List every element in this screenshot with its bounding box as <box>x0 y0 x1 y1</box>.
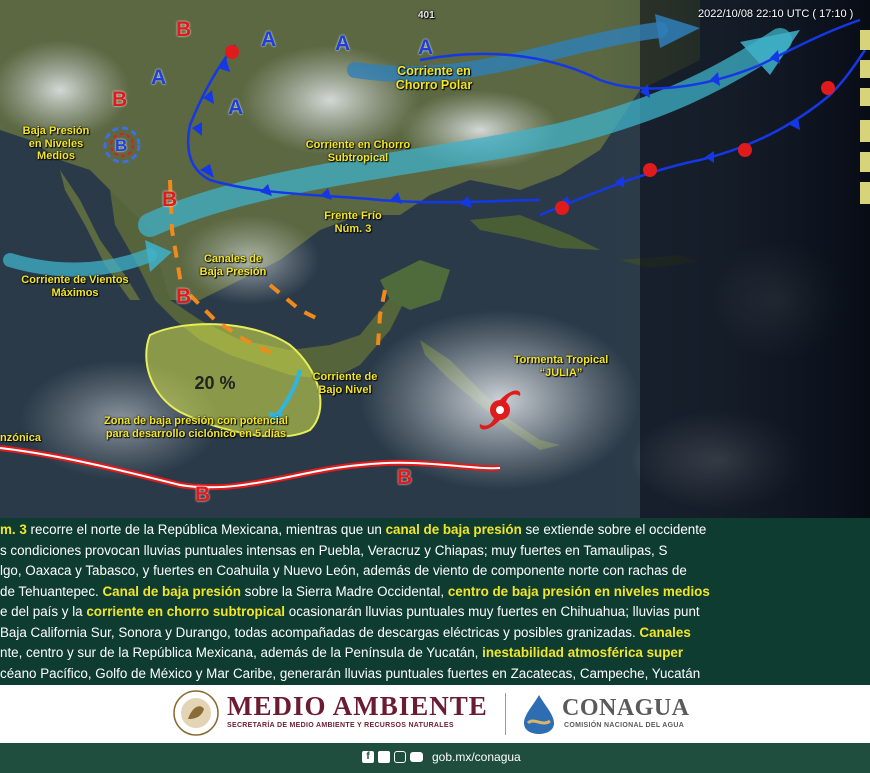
bulletin-line <box>0 541 870 562</box>
timestamp: 2022/10/08 22:10 UTC ( 17:10 ) <box>698 8 854 20</box>
mexico-seal-icon <box>172 689 220 737</box>
label-trough-channels: Canales de Baja Presión <box>199 253 267 278</box>
bulletin-segment: céano Pacífico, Golfo de México y Mar Caribe, generarán lluvias puntuales fuertes en Zacatecas, Campeche, Yucatán <box>0 665 701 681</box>
bulletin-segment: nte, centro y sur de la República Mexicana, además de la Península de Yucatán, <box>0 645 483 660</box>
label-max-winds: Corriente de Vientos Máximos <box>21 274 129 299</box>
front-semicircle <box>225 45 239 59</box>
high-pressure-A: A <box>228 96 244 119</box>
bulletin-highlight: corriente en chorro subtropical <box>86 604 286 619</box>
bulletin-segment: lgo, Oaxaca y Tabasco, y fuertes en Coahuila y Nuevo León, además de viento de componente norte con rachas de <box>0 563 687 578</box>
bulletin-line <box>0 520 870 541</box>
bulletin-highlight: Canal de baja presión <box>102 583 241 599</box>
social-icons <box>362 751 423 763</box>
bulletin-line <box>0 582 870 603</box>
bulletin-segment: e del país y la <box>0 604 87 619</box>
bulletin-line <box>0 602 870 623</box>
high-pressure-A: A <box>151 66 167 89</box>
label-mid-level-low: Baja Presión en Niveles Medios <box>22 125 90 163</box>
legend-swatch <box>860 152 870 172</box>
mid-level-low-B: B <box>115 136 128 155</box>
label-subtropical-jet: Corriente en Chorro Subtropical <box>305 139 411 164</box>
partial-number: 401 <box>418 10 435 21</box>
bulletin-segment: se extiende sobre el occidente <box>521 522 707 537</box>
logo-divider <box>505 693 506 735</box>
bulletin-highlight: centro de baja presión en niveles medios <box>447 583 710 599</box>
low-pressure-B: B <box>176 285 192 308</box>
label-polar-jet: Corriente en Chorro Polar <box>395 64 473 93</box>
footer-url[interactable]: gob.mx/conagua <box>432 750 521 764</box>
bulletin-highlight: inestabilidad atmosférica super <box>482 645 684 660</box>
instagram-icon[interactable] <box>394 751 406 763</box>
conagua-title: CONAGUA <box>562 695 690 721</box>
conagua-drop-icon <box>520 693 558 735</box>
bulletin-highlight: canal de baja presión <box>385 522 522 537</box>
high-pressure-A: A <box>418 36 434 59</box>
bulletin-segment: Baja California Sur, Sonora y Durango, todas acompañadas de descargas eléctricas y posibles granizadas. <box>0 624 640 640</box>
bulletin-highlight: Canales <box>639 624 691 640</box>
bulletin-segment: sobre la Sierra Madre Occidental, <box>240 583 448 599</box>
bulletin-highlight: m. 3 <box>0 522 27 537</box>
twitter-icon[interactable] <box>378 751 390 763</box>
legend-swatch <box>860 182 870 204</box>
medio-ambiente-subtitle: SECRETARÍA DE MEDIO AMBIENTE Y RECURSOS NATURALES <box>227 722 454 729</box>
low-pressure-B: B <box>112 88 128 111</box>
low-pressure-B: B <box>397 466 413 489</box>
legend-swatch <box>860 120 870 142</box>
logo-banner <box>0 685 870 743</box>
bulletin-segment: de Tehuantepec. <box>0 583 103 599</box>
label-tropical-storm: Tormenta Tropical “JULIA” <box>513 354 609 379</box>
bulletin-segment: recorre el norte de la República Mexicana, mientras que un <box>26 522 386 537</box>
facebook-icon[interactable]: f <box>362 751 374 763</box>
probability-value: 20 % <box>194 373 236 393</box>
label-low-level-current: Corriente de Bajo Nivel <box>312 371 378 396</box>
bulletin-line <box>0 664 870 685</box>
bulletin-line <box>0 623 870 644</box>
bulletin-segment: s condiciones provocan lluvias puntuales intensas en Puebla, Veracruz y Chiapas; muy fuertes en Tamaulipas, S <box>0 542 668 558</box>
low-pressure-B: B <box>195 483 211 506</box>
label-cyclone-zone: Zona de baja presión con potencial para desarrollo ciclónico en 5 días <box>104 415 288 440</box>
conagua-subtitle: COMISIÓN NACIONAL DEL AGUA <box>564 722 685 729</box>
legend-swatch <box>860 30 870 50</box>
bulletin-segment: ocasionarán lluvias puntuales muy fuertes en Chihuahua; lluvias punt <box>285 604 700 619</box>
high-pressure-A: A <box>335 32 351 55</box>
legend-swatch <box>860 88 870 106</box>
low-pressure-B: B <box>162 188 178 211</box>
low-pressure-B: B <box>176 18 192 41</box>
bulletin-line <box>0 643 870 664</box>
legend-swatch <box>860 60 870 78</box>
label-itcz-fragment: nzónica <box>0 432 41 444</box>
medio-ambiente-title: MEDIO AMBIENTE <box>227 691 488 721</box>
youtube-icon[interactable] <box>410 752 423 762</box>
label-cold-front: Frente Frío Núm. 3 <box>324 210 382 235</box>
footer-bar <box>0 743 870 773</box>
bulletin-text <box>0 518 870 685</box>
high-pressure-A: A <box>261 28 277 51</box>
bulletin-line <box>0 561 870 582</box>
night-side <box>640 0 870 518</box>
